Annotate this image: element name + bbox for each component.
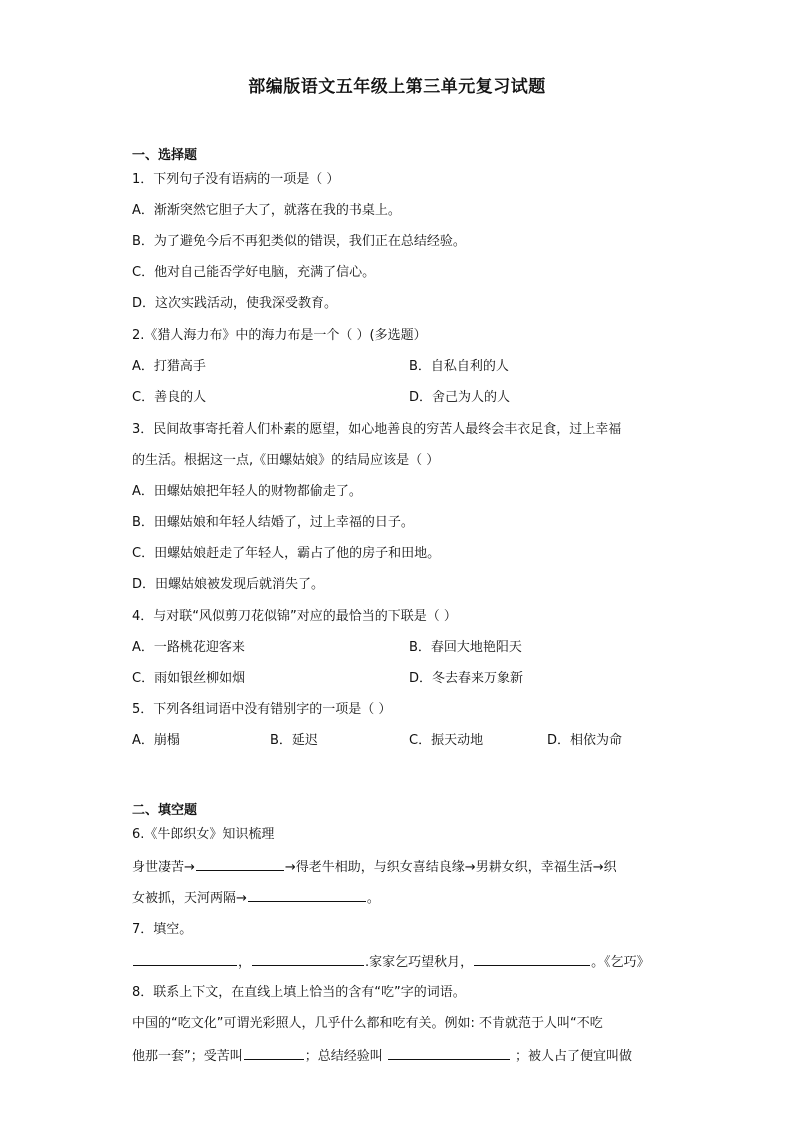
answer-blank-3[interactable] — [133, 951, 237, 966]
question-6-line1 — [132, 856, 617, 878]
section-heading-choice: 一、选择题 — [132, 148, 198, 163]
question-5-option-c: C．振天动地 — [409, 733, 484, 748]
question-6-text-b: →得老牛相助，与织女喜结良缘→男耕女织，幸福生活→织 — [284, 860, 617, 875]
question-6-text-c: 女被抓，天河两隔→ — [132, 891, 247, 906]
question-1-option-a: A．渐渐突然它胆子大了，就落在我的书桌上。 — [132, 203, 401, 218]
answer-blank-4[interactable] — [252, 951, 364, 966]
question-4-option-c: C．雨如银丝柳如烟 — [132, 671, 246, 686]
question-6-text-a: 身世凄苦→ — [132, 860, 195, 875]
question-5-option-a: A．崩榻 — [132, 733, 180, 748]
answer-blank-1[interactable] — [196, 856, 284, 871]
question-2-option-b: B．自私自利的人 — [409, 359, 509, 374]
section-heading-fill: 二、填空题 — [132, 803, 198, 818]
question-6-text-d: 。 — [366, 891, 380, 906]
question-7-tail: 。《乞巧》 — [591, 955, 650, 970]
question-8-line2 — [132, 1045, 632, 1067]
question-3-stem-line1: 3．民间故事寄托着人们朴素的愿望，如心地善良的穷苦人最终会丰衣足食，过上幸福 — [132, 422, 622, 437]
question-8-stem: 8．联系上下文，在直线上填上恰当的含有“吃”字的词语。 — [132, 985, 466, 1000]
answer-blank-5[interactable] — [474, 951, 590, 966]
answer-blank-7[interactable] — [388, 1045, 510, 1060]
question-3-option-c: C．田螺姑娘赶走了年轻人，霸占了他的房子和田地。 — [132, 546, 441, 561]
question-1-stem: 1．下列句子没有语病的一项是（ ） — [132, 172, 340, 187]
question-8-line1: 中国的“吃文化”可谓光彩照人，几乎什么都和吃有关。例如: 不肯就范于人叫“不吃 — [132, 1016, 603, 1031]
question-8-text-b: ；总结经验叫 — [304, 1049, 387, 1064]
question-8-text-c: ；被人占了便宜叫做 — [510, 1049, 633, 1064]
question-1-option-c: C．他对自己能否学好电脑，充满了信心。 — [132, 265, 376, 280]
question-3-stem-line2: 的生活。根据这一点,《田螺姑娘》的结局应该是（ ） — [132, 453, 440, 468]
question-4-option-a: A．一路桃花迎客来 — [132, 640, 245, 655]
question-3-option-a: A．田螺姑娘把年轻人的财物都偷走了。 — [132, 484, 362, 499]
answer-blank-6[interactable] — [244, 1045, 304, 1060]
page-title: 部编版语文五年级上第三单元复习试题 — [248, 77, 546, 97]
question-1-option-b: B．为了避免今后不再犯类似的错误，我们正在总结经验。 — [132, 234, 466, 249]
question-7-line — [132, 951, 650, 973]
question-4-stem: 4．与对联“风似剪刀花似锦”对应的最恰当的下联是（ ） — [132, 609, 457, 624]
question-6-line2 — [132, 887, 380, 909]
question-1-option-d: D．这次实践活动，使我深受教育。 — [132, 296, 338, 311]
question-2-option-a: A．打猎高手 — [132, 359, 206, 374]
question-7-sep-1: ， — [238, 955, 252, 970]
question-2-option-d: D．舍己为人的人 — [409, 390, 511, 405]
question-5-option-b: B．延迟 — [270, 733, 318, 748]
question-2-option-c: C．善良的人 — [132, 390, 207, 405]
question-4-option-d: D．冬去春来万象新 — [409, 671, 524, 686]
answer-blank-2[interactable] — [248, 887, 366, 902]
question-4-option-b: B．春回大地艳阳天 — [409, 640, 522, 655]
question-8-text-a: 他那一套”；受苦叫 — [132, 1049, 243, 1064]
question-7-stem: 7．填空。 — [132, 922, 193, 937]
question-3-option-b: B．田螺姑娘和年轻人结婚了，过上幸福的日子。 — [132, 515, 414, 530]
question-6-stem: 6.《牛郎织女》知识梳理 — [132, 827, 275, 842]
question-3-option-d: D．田螺姑娘被发现后就消失了。 — [132, 577, 325, 592]
question-7-sep-2: .家家乞巧望秋月， — [365, 955, 474, 970]
question-2-stem: 2.《猎人海力布》中的海力布是一个（ ）(多选题） — [132, 328, 427, 343]
question-5-option-d: D．相依为命 — [547, 733, 623, 748]
question-5-stem: 5．下列各组词语中没有错别字的一项是（ ） — [132, 702, 392, 717]
